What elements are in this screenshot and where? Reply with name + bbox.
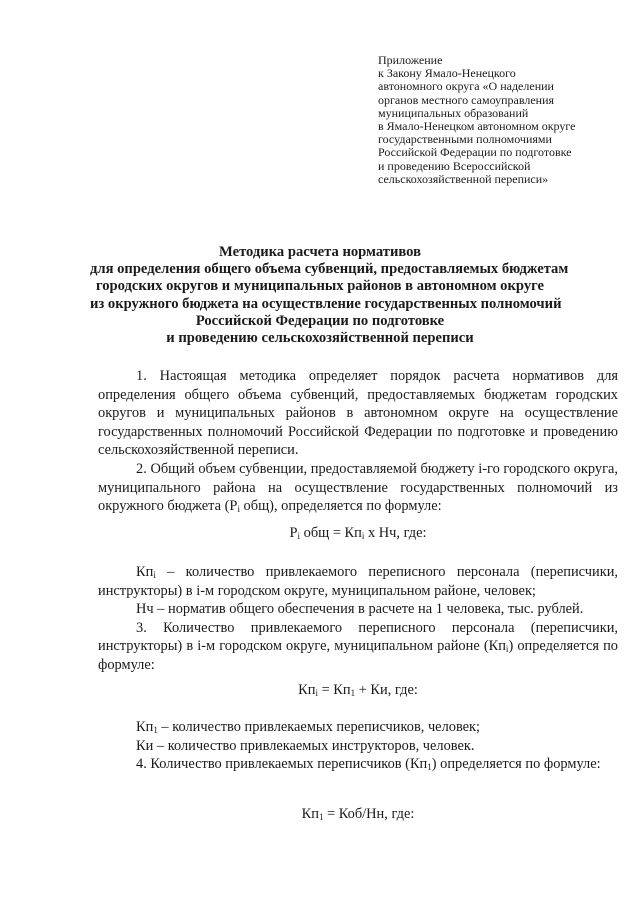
title-line: для определения общего объема субвенций, предоставляемых бюджетам <box>90 261 569 278</box>
paragraph-4-text-b: ) определяется по формуле: <box>431 756 601 773</box>
paragraph-3-text-b: ) определяется по формуле: <box>98 638 618 673</box>
appendix-line: государственными полномочиями <box>378 132 552 147</box>
title-line: Методика расчета нормативов <box>219 244 421 260</box>
formula-3-part-b: = Коб/Нн, где: <box>323 806 415 822</box>
title-line: Российской Федерации по подготовке <box>195 312 445 329</box>
formula-1-part-a: P <box>289 525 298 541</box>
formula-1-subscript-b: i <box>361 531 365 541</box>
appendix-line: к Закону Ямало-Ненецкого <box>378 66 516 81</box>
definition-kp1-subscript: 1 <box>153 725 158 735</box>
definition-kpi-subscript: i <box>153 570 156 580</box>
formula-1-part-b: общ = Кп <box>300 525 362 541</box>
definition-kp1-term: Кп <box>136 719 154 735</box>
section-paragraphs-1-2 <box>98 367 618 516</box>
paragraph-2-subscript: i <box>237 504 240 515</box>
appendix-line: сельскохозяйственной переписи» <box>378 171 549 186</box>
formula-3-part-a: Кп <box>301 806 319 822</box>
formula-2-part-c: + Ки, где: <box>355 682 418 698</box>
paragraph-3-subscript: i <box>505 644 509 655</box>
definition-kpi-term: Кп <box>136 564 154 580</box>
definition-kpi <box>98 563 618 600</box>
appendix-line: органов местного самоуправления <box>378 92 555 107</box>
paragraph-2 <box>98 460 618 516</box>
paragraph-2-text-b: общ), определяется по формуле: <box>239 498 442 515</box>
formula-2-subscript-a: i <box>315 688 318 698</box>
formula-enumerators-count <box>98 805 618 823</box>
title-line: из окружного бюджета на осуществление государственных полномочий <box>90 295 562 312</box>
document-title <box>90 244 569 347</box>
formula-2-part-a: Кп <box>298 682 316 698</box>
paragraph-3-text-a: 3. Количество привлекаемого переписного персонала (переписчики, инструкторы) в i-м городском округе, муниципальном районе (Кп <box>98 619 618 655</box>
section-definitions-1 <box>98 563 618 675</box>
paragraph-1: 1. Настоящая методика определяет порядок расчета нормативов для определения общего объема субвенций, предоставляемых бюджетам городских округов и муниципальных районов в автономном округе на осуществление государственных полномочий Российской Федерации по подготовке и проведению сельскохозяйственной переписи. <box>98 368 618 459</box>
definition-nch: Нч – норматив общего обеспечения в расчете на 1 человека, тыс. рублей. <box>136 601 584 618</box>
formula-2-subscript-b: 1 <box>350 688 356 698</box>
appendix-line: Российской Федерации по подготовке <box>378 145 572 160</box>
definition-kp1 <box>98 718 618 737</box>
appendix-line: Приложение <box>378 53 443 67</box>
appendix-line: и проведению Всероссийской <box>378 158 531 173</box>
formula-personnel-count <box>98 681 618 699</box>
paragraph-3 <box>98 619 618 675</box>
definition-ki: Ки – количество привлекаемых инструкторов, человек. <box>136 737 475 754</box>
formula-3-subscript-a: 1 <box>318 812 324 822</box>
formula-2-part-b: = Кп <box>318 682 351 698</box>
formula-total-subvention <box>98 524 618 542</box>
paragraph-4-text-a: 4. Количество привлекаемых переписчиков (Кп <box>136 756 428 773</box>
formula-1-subscript-a: i <box>297 531 301 541</box>
paragraph-4-subscript: 1 <box>427 762 432 773</box>
paragraph-4 <box>98 755 618 774</box>
formula-1-part-c: х Нч, где: <box>364 525 427 541</box>
section-definitions-2 <box>98 718 618 774</box>
title-line: и проведению сельскохозяйственной переписи <box>166 330 474 347</box>
appendix-note <box>378 54 628 186</box>
appendix-line: автономного округа «О наделении <box>378 79 554 94</box>
definition-kp1-text: – количество привлекаемых переписчиков, человек; <box>157 719 481 735</box>
appendix-line: муниципальных образований <box>378 105 529 120</box>
title-line: городских округов и муниципальных районов в автономном округе <box>95 278 545 295</box>
appendix-line: в Ямало-Ненецком автономном округе <box>378 119 576 134</box>
definition-kpi-text: – количество привлекаемого переписного персонала (переписчики, инструкторы) в i-м городском округе, муниципальном районе, человек; <box>98 564 618 599</box>
paragraph-2-text-a: 2. Общий объем субвенции, предоставляемой бюджету i-го городского округа, муниципального района на осуществление государственных полномочий из окружного бюджета (P <box>98 460 618 515</box>
